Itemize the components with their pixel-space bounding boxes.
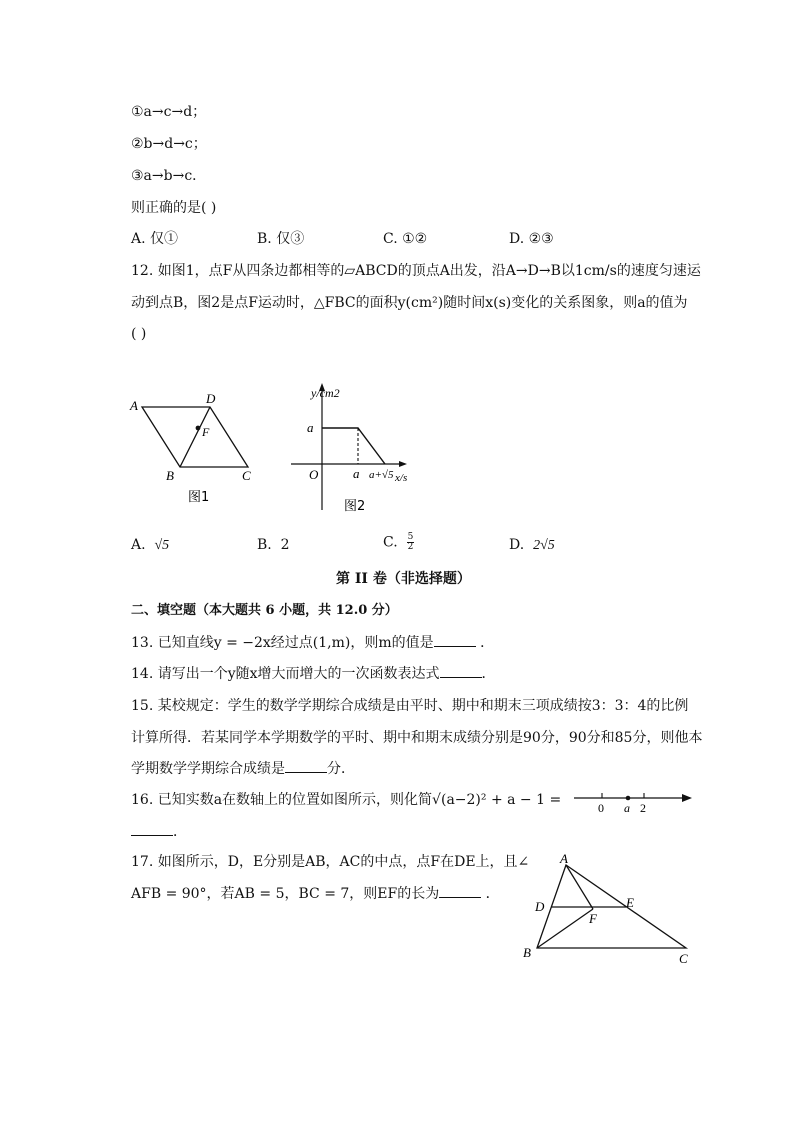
- q16-answer-line: [131, 823, 187, 841]
- q12-option-a-label: A.: [131, 537, 146, 553]
- q11-option-b: B. 仅③: [257, 231, 305, 247]
- q12-option-b: [257, 536, 290, 554]
- q16-text: 16. 已知实数a在数轴上的位置如图所示，则化简√(a−2)² + a − 1 =: [131, 792, 562, 808]
- q12-option-b-label: B.: [257, 537, 272, 553]
- q17-tail: ．: [481, 886, 500, 902]
- q12-line-2: 动到点B，图2是点F运动时，△FBC的面积y(cm²)随时间x(s)变化的关系图象，则a的值为: [131, 295, 688, 311]
- fraction-denominator: 2: [407, 542, 414, 552]
- point-f: [196, 426, 201, 431]
- q11-option-a: A. 仅①: [131, 231, 179, 247]
- q14: [131, 665, 496, 683]
- q15-line-2: 计算所得．若某同学本学期数学的平时、期中和期末成绩分别是90分，90分和85分，则他本: [131, 730, 703, 746]
- label-f: F: [589, 911, 597, 926]
- q14-text: 14. 请写出一个y随x增大而增大的一次函数表达式: [131, 666, 440, 682]
- label-b: B: [523, 945, 531, 960]
- q12-line-3: ( ): [131, 326, 147, 342]
- label-c: C: [242, 468, 251, 483]
- q12-option-c-fraction: [407, 533, 415, 552]
- q11-stem: 则正确的是( ): [131, 200, 217, 216]
- answer-blank: [434, 634, 476, 647]
- label-a: a: [624, 801, 630, 815]
- y-axis-label: y/cm2: [311, 386, 340, 400]
- q15-tail: 分．: [327, 761, 355, 777]
- answer-blank: [439, 885, 481, 898]
- q12-line-1: 12. 如图1，点F从四条边都相等的▱ABCD的顶点A出发，沿A→D→B以1cm/s的速度匀速运: [131, 263, 701, 279]
- end-x-label: a+√5: [369, 469, 394, 481]
- label-c: C: [679, 951, 688, 966]
- q12-figure-1: [120, 385, 270, 510]
- q12-option-c-label: C.: [383, 534, 398, 551]
- x-axis-label: x/s: [395, 472, 408, 484]
- label-zero: 0: [598, 801, 604, 815]
- a-y-label: a: [307, 420, 314, 435]
- label-d: D: [206, 391, 216, 406]
- q12-figure-2: [285, 380, 420, 515]
- origin-label: O: [309, 467, 319, 482]
- label-d: D: [535, 899, 545, 914]
- q14-tail: ．: [481, 666, 496, 682]
- q11-line-1: ①a→c→d；: [131, 104, 207, 120]
- q16-tail: ．: [173, 824, 187, 840]
- part-2-title: 第 II 卷（非选择题）: [336, 571, 471, 587]
- q12-option-c: [383, 533, 414, 552]
- section-heading: 二、填空题（本大题共 6 小题，共 12.0 分）: [131, 603, 398, 618]
- label-b: B: [166, 468, 174, 483]
- q11-line-3: ③a→b→c．: [131, 168, 207, 184]
- q17-line-2: [131, 885, 500, 903]
- answer-blank: [285, 760, 327, 773]
- q12-option-d: [509, 536, 555, 555]
- caption-fig1: 图1: [188, 490, 210, 505]
- label-two: 2: [640, 801, 646, 815]
- a-x-label: a: [353, 466, 360, 481]
- graph-line: [322, 428, 385, 464]
- q15-line-3: [131, 760, 355, 778]
- q17-figure: [515, 850, 700, 972]
- caption-fig2: 图2: [344, 499, 366, 514]
- q15-text: 学期数学学期综合成绩是: [131, 761, 285, 777]
- q12-option-a: [131, 536, 169, 555]
- q15-line-1: 15. 某校规定：学生的数学学期综合成绩是由平时、期中和期末三项成绩按3：3：4的比例: [131, 698, 689, 714]
- q12-option-d-label: D.: [509, 537, 525, 553]
- q12-option-b-value: 2: [280, 537, 290, 553]
- q11-option-c: C. ①②: [383, 231, 428, 247]
- label-e: E: [626, 895, 634, 910]
- q17-text: AFB = 90°，若AB = 5，BC = 7，则EF的长为: [131, 886, 440, 902]
- number-line: [572, 786, 694, 816]
- q13-tail: ．: [475, 635, 495, 651]
- segment-af: [566, 865, 593, 909]
- answer-blank: [131, 823, 173, 836]
- q12-option-a-value: √5: [154, 538, 170, 553]
- answer-blank: [440, 665, 482, 678]
- fraction-numerator: 5: [407, 532, 414, 542]
- q17-line-1: 17. 如图所示，D，E分别是AB，AC的中点，点F在DE上，且∠: [131, 854, 530, 870]
- label-a: A: [560, 851, 568, 866]
- point-a: [626, 796, 631, 801]
- q11-option-d: D. ②③: [509, 231, 554, 247]
- label-f: F: [202, 425, 210, 439]
- segment-bf: [537, 909, 593, 948]
- q12-option-d-value: 2√5: [533, 538, 555, 553]
- label-a: A: [130, 398, 138, 413]
- x-axis-arrow: [399, 461, 407, 467]
- q13: [131, 634, 494, 652]
- q11-line-2: ②b→d→c；: [131, 136, 207, 152]
- q13-text: 13. 已知直线y = −2x经过点(1,m)，则m的值是: [131, 635, 434, 651]
- number-line-arrow: [682, 794, 692, 802]
